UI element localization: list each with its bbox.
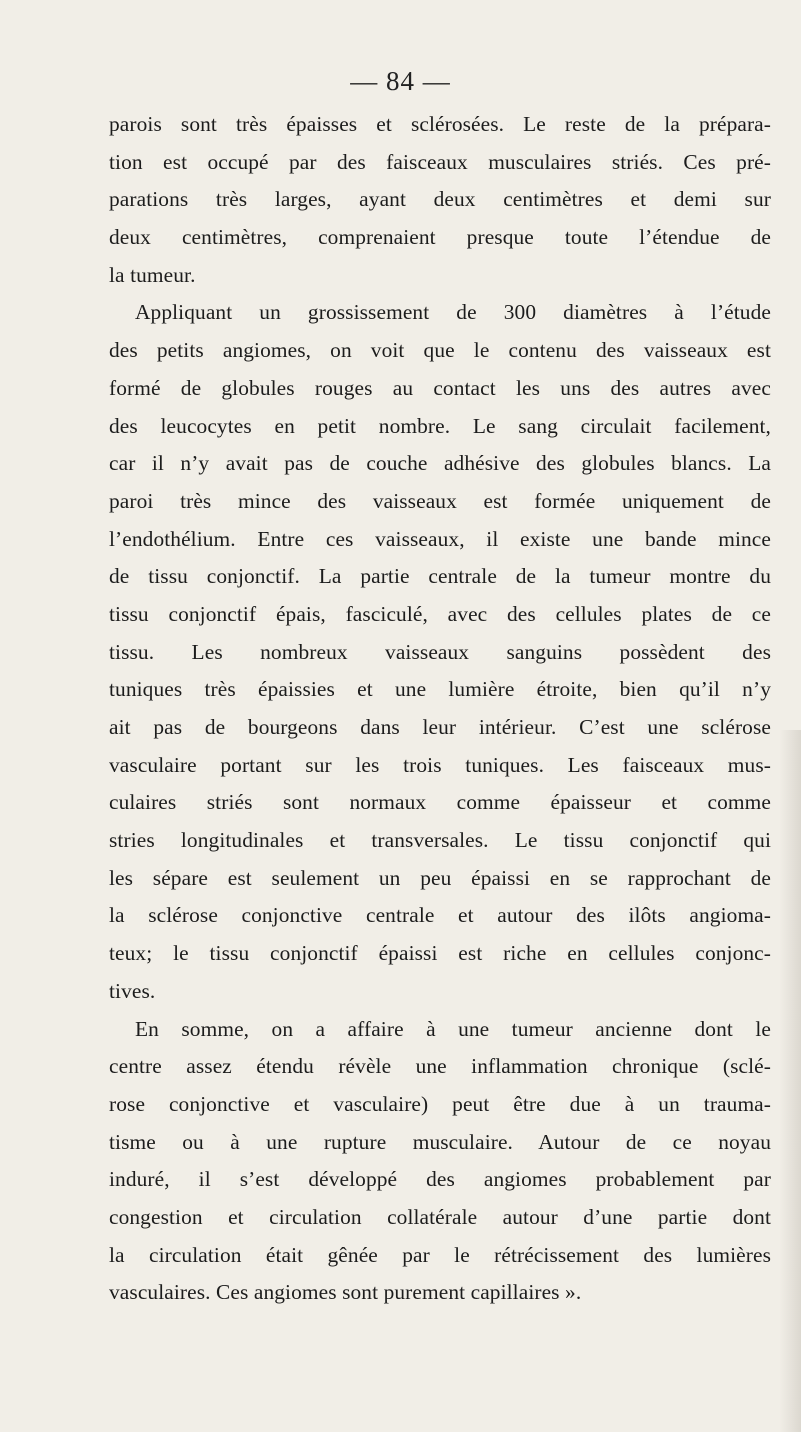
text-line: paroi très mince des vaisseaux est formée uniquement de — [109, 488, 771, 513]
text-line: tissu conjonctif épais, fasciculé, avec des cellules plates de ce — [109, 601, 771, 626]
text-line: En somme, on a affaire à une tumeur ancienne dont le — [135, 1016, 771, 1041]
text-line: car il n’y avait pas de couche adhésive des globules blancs. La — [109, 451, 771, 476]
text-line: vasculaires. Ces angiomes sont purement capillaires ». — [109, 1280, 582, 1305]
text-line: des leucocytes en petit nombre. Le sang circulait facilement, — [109, 413, 771, 438]
text-line: parations très larges, ayant deux centimètres et demi sur — [109, 187, 771, 212]
text-line: tuniques très épaissies et une lumière étroite, bien qu’il n’y — [109, 677, 771, 702]
text-line: l’endothélium. Entre ces vaisseaux, il existe une bande mince — [109, 526, 771, 551]
text-line: stries longitudinales et transversales. Le tissu conjonctif qui — [109, 828, 771, 853]
text-line: parois sont très épaisses et sclérosées. Le reste de la prépara- — [109, 112, 771, 136]
text-line: la circulation était gênée par le rétrécissement des lumières — [109, 1242, 771, 1267]
text-line: Appliquant un grossissement de 300 diamètres à l’étude — [135, 300, 771, 325]
text-line: tion est occupé par des faisceaux musculaires striés. Ces pré- — [109, 149, 771, 174]
paragraph — [109, 106, 771, 294]
text-line: congestion et circulation collatérale autour d’une partie dont — [109, 1204, 771, 1229]
text-line: les sépare est seulement un peu épaissi en se rapprochant de — [109, 865, 771, 890]
text-line: des petits angiomes, on voit que le contenu des vaisseaux est — [109, 338, 771, 363]
text-line: culaires striés sont normaux comme épaisseur et comme — [109, 790, 771, 815]
text-line: ait pas de bourgeons dans leur intérieur. C’est une sclérose — [109, 715, 771, 739]
text-line: formé de globules rouges au contact les uns des autres avec — [109, 375, 771, 400]
text-line: la tumeur. — [109, 262, 196, 287]
text-line: teux; le tissu conjonctif épaissi est riche en cellules conjonc- — [109, 941, 771, 966]
text-line: tives. — [109, 978, 156, 1003]
text-line: vasculaire portant sur les trois tuniques. Les faisceaux mus- — [109, 752, 771, 777]
text-line: deux centimètres, comprenaient presque toute l’étendue de — [109, 225, 771, 250]
paragraph — [109, 294, 771, 1010]
text-line: de tissu conjonctif. La partie centrale de la tumeur montre du — [109, 564, 771, 589]
text-line: rose conjonctive et vasculaire) peut être due à un trauma- — [109, 1091, 771, 1116]
page-edge-shadow — [779, 730, 801, 1432]
text-line: induré, il s’est développé des angiomes probablement par — [109, 1167, 771, 1192]
body-text — [109, 106, 771, 1312]
text-line: tissu. Les nombreux vaisseaux sanguins possèdent des — [109, 639, 771, 664]
text-line: tisme ou à une rupture musculaire. Autour de ce noyau — [109, 1129, 771, 1154]
text-line: centre assez étendu révèle une inflammation chronique (sclé- — [109, 1054, 771, 1079]
paragraph — [109, 1011, 771, 1313]
text-line: la sclérose conjonctive centrale et autour des ilôts angioma- — [109, 903, 771, 928]
page-number: — 84 — — [350, 66, 451, 96]
